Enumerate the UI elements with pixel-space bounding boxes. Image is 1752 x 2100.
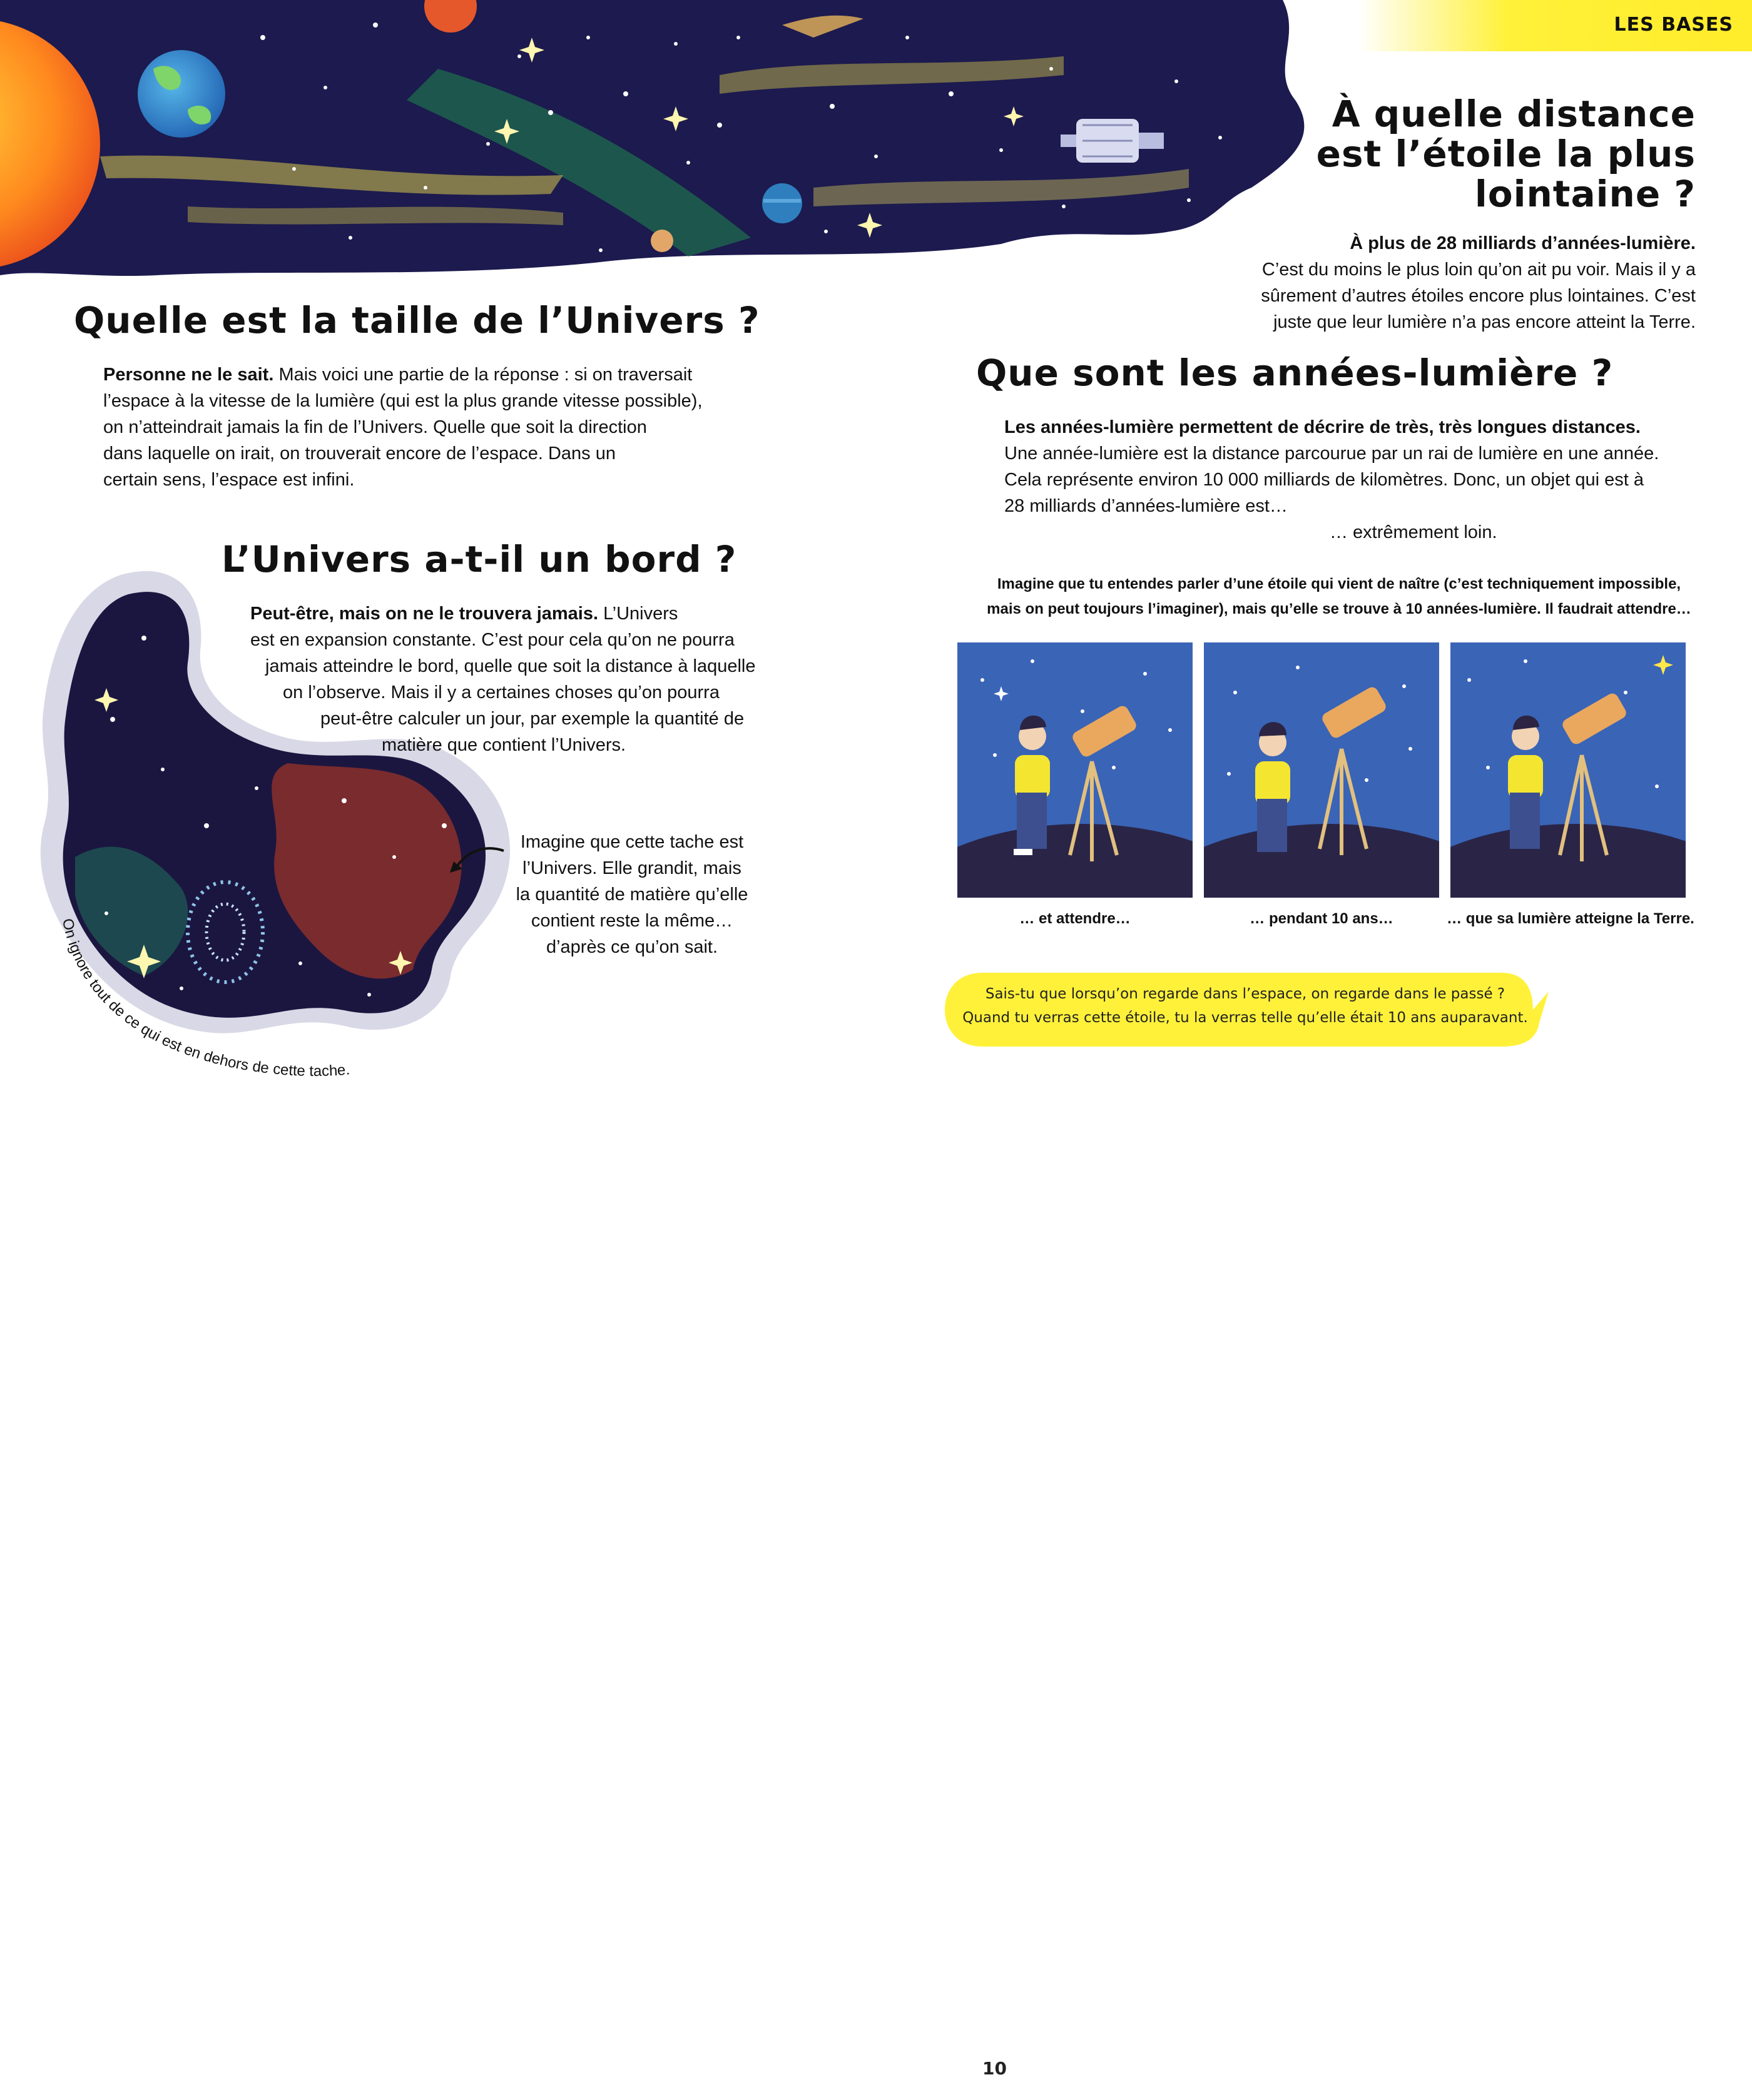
answer-edge-line: L’Univers — [598, 604, 678, 624]
speech-bubble-line: Sais-tu que lorsqu’on regarde dans l’espace, on regarde dans le passé ? — [985, 986, 1505, 1002]
comic-panel-2 — [1204, 642, 1439, 898]
section-tag — [1358, 0, 1752, 51]
answer-edge — [250, 601, 776, 758]
heading-lightyears: Que sont les années-lumière ? — [976, 352, 1614, 394]
comic-panel-3 — [1450, 642, 1686, 898]
answer-size-line: on n’atteindrait jamais la fin de l’Univers. Quelle que soit la direction — [103, 417, 647, 437]
answer-lightyears-far: … extrêmement loin. — [1330, 522, 1497, 542]
answer-distance — [1133, 230, 1696, 335]
answer-lightyears-line: Une année-lumière est la distance parcourue par un rai de lumière en une année. — [1004, 444, 1659, 464]
kid-icon — [1508, 716, 1543, 849]
blob-caption-line: la quantité de matière qu’elle — [516, 885, 748, 905]
comic-intro — [951, 572, 1727, 622]
answer-lightyears-line: 28 milliards d’années-lumière est… — [1004, 496, 1288, 516]
blob-caption-line: contient reste la même… — [531, 911, 733, 931]
answer-edge-line: peut-être calculer un jour, par exemple la quantité de — [320, 709, 745, 729]
comic-caption-2: … pendant 10 ans… — [1250, 910, 1393, 927]
heading-distance-line: est l’étoile la plus — [1316, 133, 1696, 175]
blob-caption — [501, 829, 763, 960]
blob-caption-line: Imagine que cette tache est — [520, 832, 744, 852]
curved-caption-text: On ignore tout de ce qui est en dehors de cette tache. — [58, 916, 351, 1080]
blob-caption-line: d’après ce qu’on sait. — [546, 937, 718, 957]
answer-edge-lead: Peut-être, mais on ne le trouvera jamais. — [250, 604, 599, 624]
answer-size — [103, 362, 741, 493]
speech-bubble-line: Quand tu verras cette étoile, tu la verras telle qu’elle était 10 ans auparavant. — [962, 1010, 1528, 1026]
answer-size-lead: Personne ne le sait. — [103, 365, 274, 385]
curved-caption — [38, 901, 413, 1088]
heading-distance — [1133, 94, 1696, 214]
answer-lightyears-line: Cela représente environ 10 000 milliards de kilomètres. Donc, un objet qui est à — [1004, 470, 1644, 490]
answer-edge-line: est en expansion constante. C’est pour cela qu’on ne pourra — [250, 630, 735, 650]
comic-intro-line: mais on peut toujours l’imaginer), mais qu’elle se trouve à 10 années-lumière. Il faudrait attendre… — [987, 601, 1691, 617]
answer-size-line: certain sens, l’espace est infini. — [103, 470, 355, 490]
answer-size-line: Mais voici une partie de la réponse : si on traversait — [273, 365, 693, 385]
heading-edge: L’Univers a-t-il un bord ? — [222, 538, 737, 581]
comic-caption-3: … que sa lumière atteigne la Terre. — [1447, 910, 1694, 927]
answer-distance-lead: À plus de 28 milliards d’années-lumière. — [1350, 233, 1696, 253]
answer-size-line: l’espace à la vitesse de la lumière (qui est la plus grande vitesse possible), — [103, 391, 703, 411]
answer-edge-line: matière que contient l’Univers. — [382, 735, 626, 755]
comic-caption-1: … et attendre… — [1019, 910, 1131, 927]
svg-text:On ignore tout de ce qui est e — [59, 917, 350, 1080]
earth-icon — [138, 50, 225, 138]
answer-lightyears — [1004, 414, 1680, 545]
kid-icon — [1255, 722, 1290, 852]
comic-panel-1 — [957, 642, 1193, 898]
answer-distance-line: C’est du moins le plus loin qu’on ait pu voir. Mais il y a — [1261, 260, 1696, 280]
page-number: 10 — [982, 2058, 1007, 2079]
small-planet-icon — [651, 230, 673, 252]
answer-distance-line: juste que leur lumière n’a pas encore atteint la Terre. — [1273, 312, 1696, 332]
blob-caption-line: l’Univers. Elle grandit, mais — [522, 858, 741, 878]
section-tag-label: LES BASES — [1614, 14, 1733, 36]
heading-distance-line: lointaine ? — [1474, 173, 1696, 215]
answer-edge-line: on l’observe. Mais il y a certaines choses qu’on pourra — [283, 682, 720, 703]
heading-distance-line: À quelle distance — [1332, 93, 1696, 135]
answer-size-line: dans laquelle on irait, on trouverait encore de l’espace. Dans un — [103, 444, 616, 464]
speech-bubble-text — [957, 982, 1533, 2079]
heading-size: Quelle est la taille de l’Univers ? — [74, 299, 760, 342]
comic-intro-line: Imagine que tu entendes parler d’une étoile qui vient de naître (c’est techniquement impossible, — [997, 576, 1681, 592]
planet-icon — [762, 183, 802, 223]
answer-distance-line: sûrement d’autres étoiles encore plus lointaines. C’est — [1261, 286, 1696, 306]
answer-edge-line: jamais atteindre le bord, quelle que soit la distance à laquelle — [265, 656, 756, 676]
answer-lightyears-lead: Les années-lumière permettent de décrire de très, très longues distances. — [1004, 417, 1641, 437]
kid-icon — [1014, 716, 1050, 855]
